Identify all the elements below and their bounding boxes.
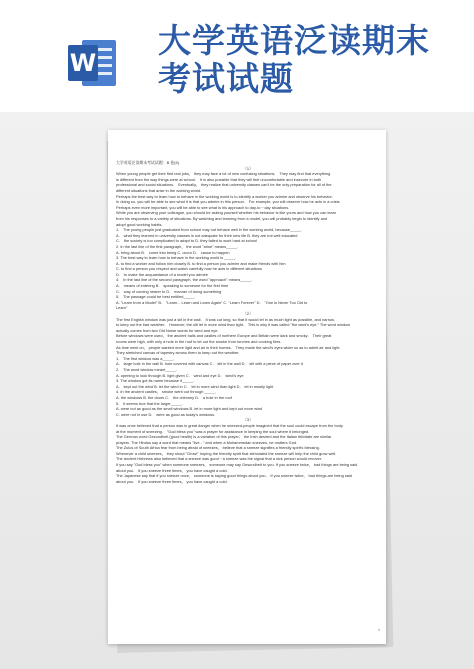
document-line: A． what they learned in university classes is not adequate for their new life B. they are not well educated [116,232,298,238]
document-line: C. to find a person you respect and watch carefully how he acts in different situations [116,266,262,272]
document-line: The German word Gesundheit (good health) is a variation of this prayer； the Irish desired and the Italian felicitate are similar [116,434,332,440]
document-line: Learn" [116,305,128,311]
document-line: The Zulus of South Africa fear from being afraid of sneezes， believe that a sneeze signifies a friendly spirit's blessing. [116,445,320,451]
document-line: rooms were high, with only a hole in the roof to let out the smoke from torches and cooking fires. [116,339,282,344]
document-line: A. were not as good as the small windows B. let in more light and kept out more wind [116,406,263,412]
document-line: about you． If you sneeze three times， you have caught a cold. [116,478,228,484]
document-line: They stretched canvas of tapestry across them to keep out the weather. [116,350,240,356]
document-line: 1． The first window was a_____. [116,355,175,361]
document-line: about you． If you sneeze three times， you have caught a cold. [116,467,228,473]
document-line: adopt good working habits. [116,221,163,227]
document-line: C. were not in use D． were as good as today's windows. [116,411,216,417]
document-line: As time went on， people wanted more light and air in their homes． They made the wind's eyes wider so as to admit air and light. [116,344,341,350]
document-line: Perhaps the best way to learn how to behave in the working world is to identify a worker you admire and observe his behavior． [116,193,336,199]
document-line: to keep out the bad weather． However, the slit let in more wind than light． This is why it was called "the wind's eye." The word window [116,322,351,328]
document-line: Whenever a child sneezes， they shout "Grow!" hoping the friendly spirit that stimulated the sneeze will help the child grow well. [116,450,337,456]
document-body [116,160,380,484]
document-line: It was once believed that a person was in great danger when he sneezed-people imagined that the soul could escape from the body [116,422,343,428]
document-line: A． means of entering B． speaking to someone for the first time [116,283,229,289]
document-line: When young people get their first real jobs， they may face a lot of new confusing situations． They may find that everything [116,171,331,177]
document-line: 4． In the last line of the second paragraph, the word "approach" means_____. [116,277,253,283]
document-line: prayers. The Hindus say a word that means "live - " and when a Mohammedan sneezes, he mutters God. [116,439,298,445]
title-line-1: 大学英语泛读期末 [158,21,430,60]
document-line: （3） [243,417,253,423]
document-line: C． way of coming nearer to D． manner of doing something [116,288,222,294]
document-line: D． to make the acquaintance of a model you admire [116,271,208,277]
document-line: A. the windows B. the doors C． the chimney D． a hole in the roof [116,394,232,400]
document-line: C． the society is too complicated to adapt to D. they failed to work hard at school [116,238,257,244]
document-line: 1． The young people just graduated from school may not behave well in the working world, because_____． [116,227,305,233]
document-line: In doing so, you will be able to see what it is that you admire in this person． For example, you will observe how he acts in a crisis. [116,199,341,205]
document-line: from his responses to a variety of situations. By watching and learning from a model, you will probably begin to identify and [116,215,328,221]
document-line: A. "Learn from a Model" B． "Learn... Learn and Learn Again" C. "Learn Forever" D． "One is Never Too Old to [116,299,308,305]
document-line: 3. The window got its name because it_____. [116,378,195,384]
title-line-2: 考试试题 [158,59,294,98]
word-logo-letter: W [69,49,97,77]
document-line: is different from the way things were at school． It is also possible that they will feel uncomfortable and insecure in both [116,176,322,182]
document-line: 3. The best way to learn how to behave in the working world is _____. [116,255,237,261]
document-page [108,130,386,644]
document-line: A. opening to look through B. light given C． wind and eye D． wind's eye [116,372,244,378]
document-line: A. to find a worker and follow him closely B. to find a person you admire and make friends with him [116,260,286,266]
document-line: While you are observing your colleague, you should be asking yourself whether his behavior is like yours and how you can learn [116,210,337,216]
document-line: different situations that arise in the working world． [116,187,204,193]
document-line: A． large hole in the wall B. hole covered with canvas C． slit in the wall D． slit with a piece of paper over it [116,361,303,367]
document-line: 2. In the last line of the first paragraph， the word "arise" means_____. [116,243,239,249]
page-number: 1 [378,628,380,632]
document-line: 5． It seems true that the larger_____. [116,400,183,406]
document-line: A. bring about B． come into being C. occur D． cause to happen [116,249,230,255]
document-line: actually comes from two Old Norse words for wind and eye. [116,327,219,333]
word-document-icon [68,36,118,90]
document-line: If you say "God bless you" when someone sneezes， someone may say Gesundheit to you. If you sneeze twice， bad things are being said [116,462,358,468]
title-banner [0,0,474,112]
document-line: （2） [243,311,253,317]
document-line: The ancient Hebrews also believed that a sneeze was good－a sneeze was the signal that a sick person would recover. [116,456,322,462]
document-line: 5． The passage could be best entitled_____. [116,294,196,300]
document-line: Before windows were used， the ancient halls and castles of northern Europe and Britain were dark and smoky． Their great [116,333,332,339]
document-line: at the moment of sneezing． "God bless you" was a prayer for assistance in keeping the soul where it belonged. [116,428,310,434]
document-line: professional and social situations． Eventually， they realize that university classes can't be the only preparation for all of the [116,182,332,188]
document-line: 大学英语泛读期末考试试题：B 卷(5) [116,160,179,165]
document-line: 2． The word window meant_____. [116,366,178,372]
document-line: The Japanese say that if you sneeze once， someone is saying good things about you． If you sneeze twice， bad things are being said [116,473,352,479]
document-line: （1） [243,165,253,171]
document-line: 4. In the ancient castles， smoke went out through _____. [116,389,217,395]
document-line: The first English window was just a slit in the wall． It was cut long, so that it would let in as much light as possible, and narrow, [116,316,335,322]
document-line: A． kept out the wind B. let the wind in C． let in more wind than light D． let in mostly light [116,383,274,389]
document-line: Perhaps even more important, you will be able to see what is his approach to day-to－day situations. [116,204,290,210]
